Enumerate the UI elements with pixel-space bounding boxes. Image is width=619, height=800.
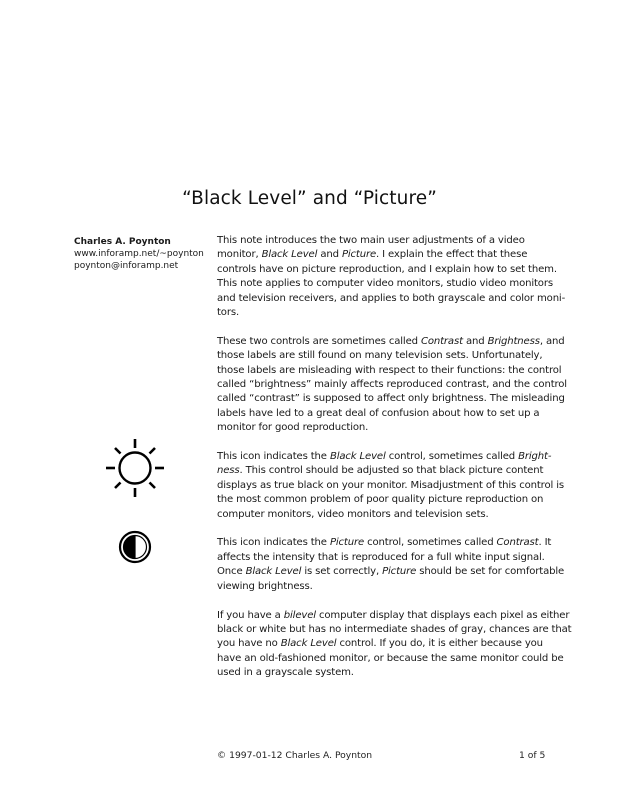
text-run: and television receivers, and applies to both grayscale and color moni- (217, 292, 566, 304)
contrast-icon (117, 529, 153, 565)
text-line (217, 277, 577, 291)
text-line (217, 450, 577, 464)
text-line (217, 565, 577, 579)
text-line (217, 637, 577, 651)
paragraph (217, 335, 577, 436)
text-line (217, 666, 577, 680)
author-website[interactable]: www.inforamp.net/~poynton (74, 249, 204, 259)
text-run: This icon indicates the (217, 537, 330, 549)
text-line (217, 306, 577, 320)
text-run: , and (539, 335, 565, 347)
text-run: have an old-fashioned monitor, or because the same monitor could be (217, 652, 564, 664)
text-run: labels have led to a great deal of confusion about how to set up a (217, 407, 540, 419)
body-text (217, 234, 577, 695)
text-line (217, 493, 577, 507)
text-run: controls have on picture reproduction, and I explain how to set them. (217, 263, 557, 275)
text-run: viewing brightness. (217, 580, 313, 592)
text-run: computer monitors, video monitors and television sets. (217, 508, 489, 520)
text-line (217, 248, 577, 262)
text-line (217, 421, 577, 435)
text-run: This note introduces the two main user adjustments of a video (217, 235, 525, 246)
text-line (217, 378, 577, 392)
italic-term: Picture (382, 566, 417, 578)
italic-term: Picture (341, 249, 377, 261)
italic-term: ness (217, 465, 240, 477)
text-line (217, 392, 577, 406)
italic-term: Black Level (245, 566, 302, 578)
paragraph (217, 536, 577, 594)
text-line (217, 292, 577, 306)
text-run: those labels are still found on many television sets. Unfortunately, (217, 350, 543, 362)
text-run: called “brightness” mainly affects reproduced contrast, and the control (217, 379, 567, 391)
text-run: computer display that displays each pixel as either (315, 609, 570, 621)
text-run: is set correctly, (301, 566, 383, 578)
text-run: the most common problem of poor quality picture reproduction on (217, 494, 544, 506)
italic-term: Black Level (329, 451, 386, 463)
text-run: If you have a (217, 609, 284, 621)
text-run: Once (217, 566, 246, 578)
text-run: . It (538, 537, 552, 549)
document-title: “Black Level” and “Picture” (182, 188, 437, 209)
paragraph (217, 234, 577, 320)
footer-copyright: © 1997-01-12 Charles A. Poynton (217, 750, 373, 761)
text-line (217, 508, 577, 522)
paragraph (217, 609, 577, 681)
text-run: . I explain the effect that these (376, 249, 528, 261)
text-line (217, 234, 577, 248)
text-line (217, 536, 577, 550)
paragraph (217, 450, 577, 522)
author-email[interactable]: poynton@inforamp.net (74, 261, 179, 271)
italic-term: Picture (329, 537, 365, 549)
italic-term: Brightness (487, 335, 540, 347)
footer-page-number: 1 of 5 (519, 750, 546, 761)
text-line (217, 335, 577, 349)
italic-term: Contrast (496, 537, 539, 549)
author-name: Charles A. Poynton (74, 237, 171, 247)
text-run: These two controls are sometimes called (217, 335, 421, 347)
text-run: control, sometimes called (364, 537, 497, 549)
text-run: monitor for good reproduction. (217, 422, 369, 434)
italic-term: Bright- (518, 451, 552, 463)
text-run: This note applies to computer video monitors, studio video monitors (217, 278, 553, 290)
text-line (217, 464, 577, 478)
text-run: affects the intensity that is reproduced for a full white input signal. (217, 551, 545, 563)
italic-term: Black Level (261, 249, 318, 261)
text-run: black or white but has no intermediate shades of gray, chances are that (217, 623, 572, 635)
text-line (217, 551, 577, 565)
text-line (217, 364, 577, 378)
text-run: control. If you do, it is either because you (336, 638, 543, 650)
text-run: and (317, 249, 342, 261)
text-run: displays as true black on your monitor. Misadjustment of this control is (217, 479, 564, 491)
text-run: and (462, 335, 488, 347)
text-line (217, 652, 577, 666)
italic-term: Black Level (280, 638, 337, 650)
text-run: control, sometimes called (385, 451, 519, 463)
text-line (217, 580, 577, 594)
text-run: . This control should be adjusted so that black picture content (239, 465, 544, 477)
italic-term: Contrast (420, 335, 463, 347)
sun-brightness-icon (103, 436, 167, 500)
text-run: This icon indicates the (217, 451, 330, 463)
text-run: tors. (217, 307, 240, 319)
italic-term: bilevel (283, 609, 316, 621)
text-run: those labels are misleading with respect to their functions: the control (217, 364, 562, 376)
text-line (217, 479, 577, 493)
text-line (217, 623, 577, 637)
text-line (217, 263, 577, 277)
text-line (217, 349, 577, 363)
text-run: should be set for comfortable (416, 566, 565, 578)
author-block (74, 236, 204, 272)
text-line (217, 609, 577, 623)
text-run: used in a grayscale system. (217, 667, 354, 679)
text-run: you have no (217, 638, 281, 650)
text-run: called “contrast” is supposed to affect only brightness. The misleading (217, 393, 565, 405)
text-run: monitor, (217, 249, 262, 261)
text-line (217, 407, 577, 421)
